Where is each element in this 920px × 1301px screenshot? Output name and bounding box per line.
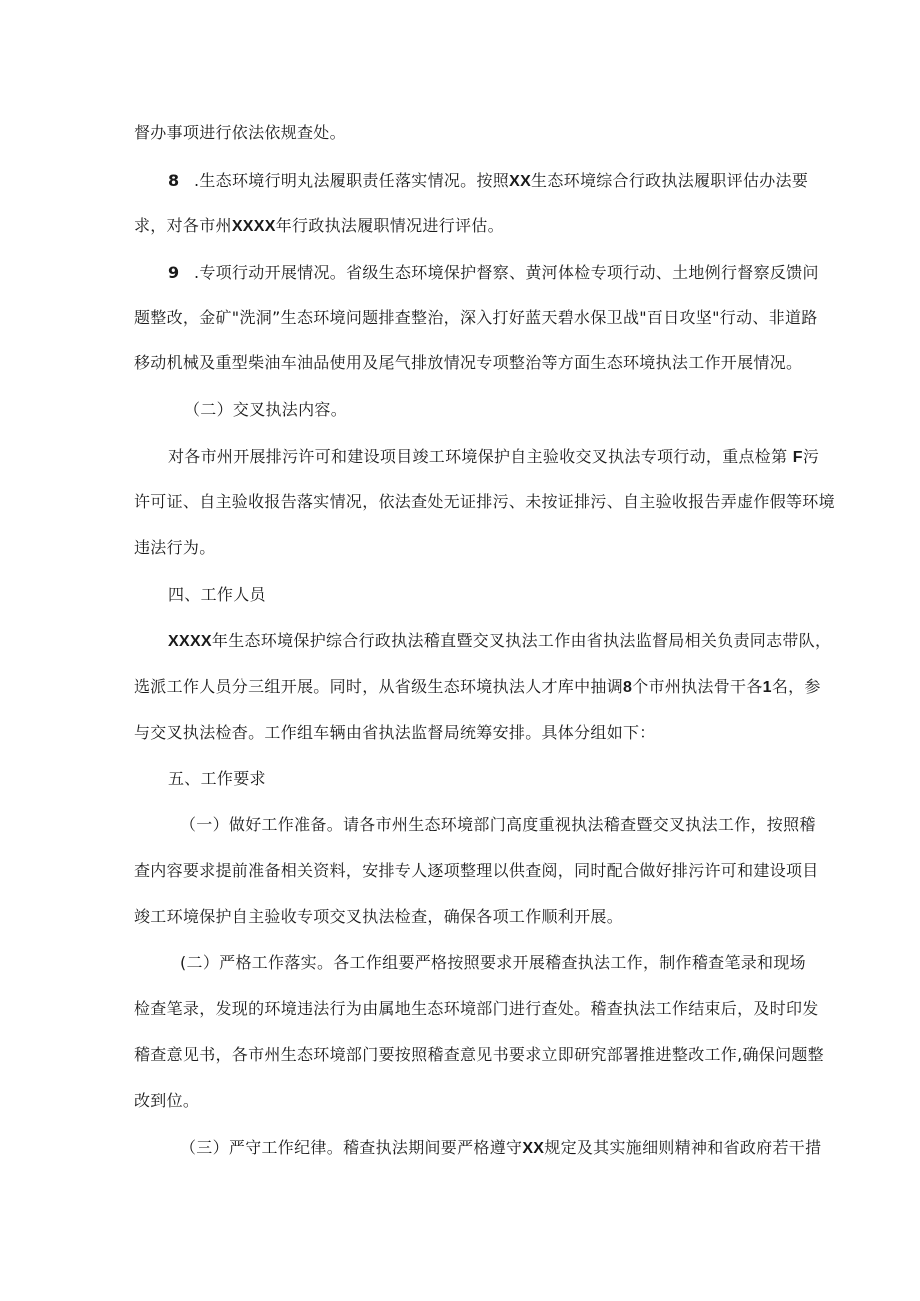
paragraph-line: （三）严守工作纪律。稽查执法期间要严格遵守XX规定及其实施细则精神和省政府若干措 <box>180 1138 822 1157</box>
section-heading: （二）交叉执法内容。 <box>184 400 348 419</box>
paragraph-line: （一）做好工作准备。请各市州生态环境部门高度重视执法稽查暨交叉执法工作，按照稽 <box>180 815 816 834</box>
section-heading: 五、工作要求 <box>168 769 266 788</box>
paragraph-line: 许可证、自主验收报告落实情况，依法查处无证排污、未按证排污、自主验收报告弄虚作假等环境 <box>134 492 835 511</box>
paragraph-line: 题整改，金矿"洗洞”生态环境问题排查整治，深入打好蓝天碧水保卫战"百日攻坚"行动、非道路 <box>134 308 818 327</box>
paragraph-line: 竣工环境保护自主验收专项交叉执法检查，确保各项工作顺利开展。 <box>134 907 624 926</box>
paragraph-line: 选派工作人员分三组开展。同时，从省级生态环境执法人才库中抽调8个市州执法骨干各1名，参 <box>134 677 821 696</box>
paragraph-line: 9 .专项行动开展情况。省级生态环境保护督察、黄河体检专项行动、土地例行督察反馈问 <box>168 263 819 282</box>
section-heading: 四、工作人员 <box>168 585 266 604</box>
paragraph-line: 求，对各市州XXXX年行政执法履职情况进行评估。 <box>134 216 504 235</box>
paragraph-line: (二）严格工作落实。各工作组要严格按照要求开展稽查执法工作，制作稽查笔录和现场 <box>180 953 806 972</box>
item-number: 9 <box>168 263 180 282</box>
paragraph-line: 稽查意见书，各市州生态环境部门要按照稽查意见书要求立即研究部署推进整改工作,确保问题整 <box>134 1045 824 1064</box>
paragraph-line: 对各市州开展排污许可和建设项目竣工环境保护自主验收交叉执法专项行动，重点检第 F污 <box>168 447 820 466</box>
paragraph-line: 违法行为。 <box>134 538 216 557</box>
paragraph-line: 8 .生态环境行明丸法履职责任落实情况。按照XX生态环境综合行政执法履职评估办法要 <box>168 171 809 190</box>
paragraph-line: XXXX年生态环境保护综合行政执法稽直暨交叉执法工作由省执法监督局相关负责同志带队， <box>168 631 832 650</box>
paragraph-line: 检查笔录，发现的环境违法行为由属地生态环境部门进行查处。稽查执法工作结束后，及时印发 <box>134 999 819 1018</box>
paragraph-line: 与交叉执法检杳。工作组车辆由省执法监督局统筹安排。具体分组如下： <box>134 723 656 742</box>
paragraph-line: 查内容要求提前准备相关资料，安排专人逐项整理以供查阅，同时配合做好排污许可和建设项目 <box>134 861 819 880</box>
item-number: 8 <box>168 171 180 190</box>
paragraph-line: 改到位。 <box>134 1091 200 1110</box>
paragraph-line: 督办事项进行依法依规查处。 <box>134 123 346 142</box>
paragraph-line: 移动机械及重型柴油车油品使用及尾气排放情况专项整治等方面生态环境执法工作开展情况。 <box>134 353 803 372</box>
